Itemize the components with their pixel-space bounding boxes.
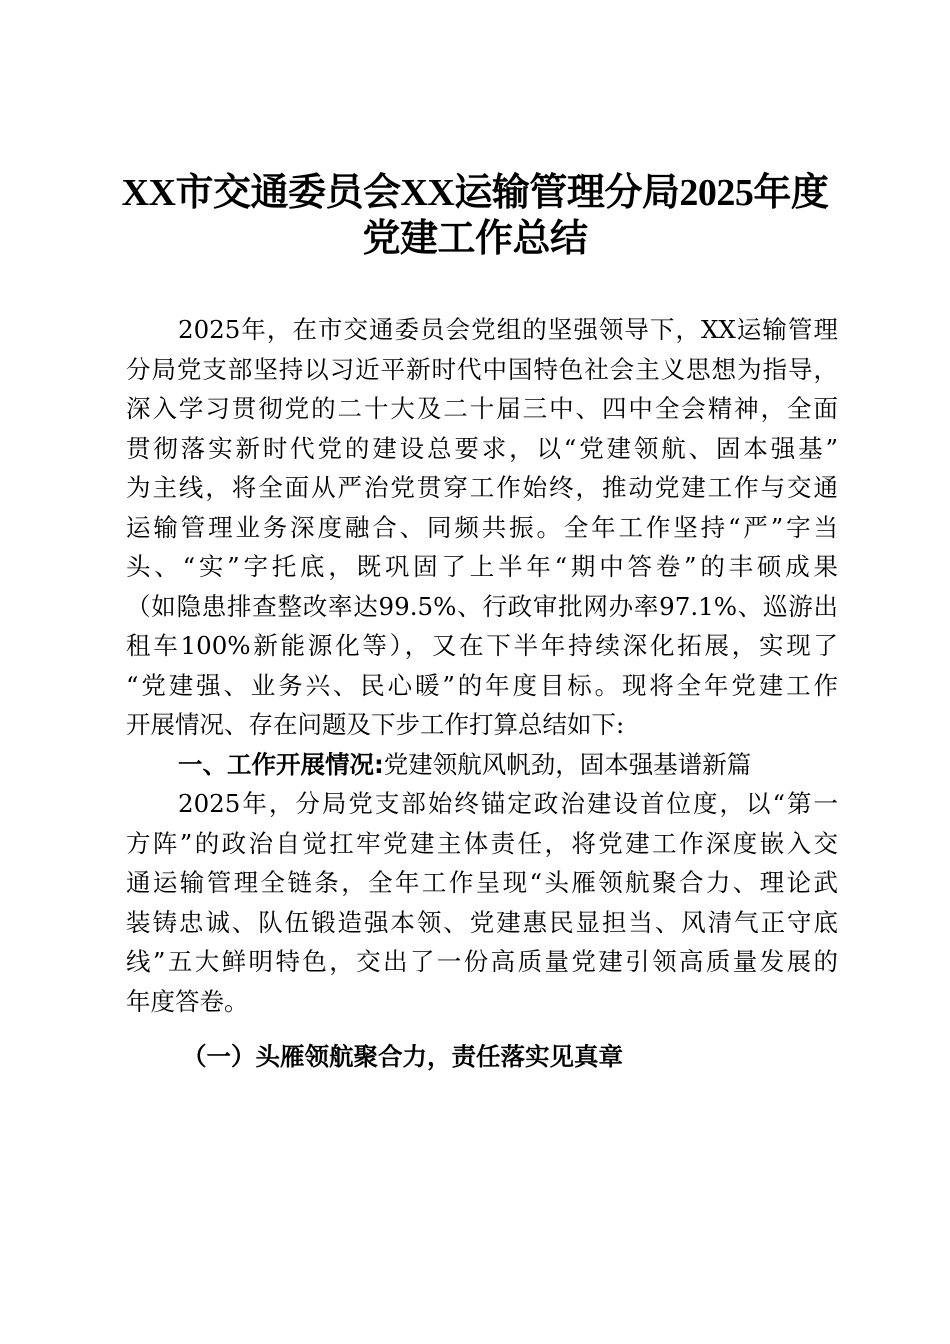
intro-line: 为主线，将全面从严治党贯穿工作始终，推动党建工作与交通 — [126, 473, 838, 502]
subsection-1-heading: （一）头雁领航聚合力，责任落实见真章 — [182, 1042, 623, 1071]
intro-line: 贯彻落实新时代党的建设总要求，以“党建领航、固本强基” — [126, 433, 838, 463]
intro-line: 分局党支部坚持以习近平新时代中国特色社会主义思想为指导， — [126, 354, 838, 384]
section-1-heading — [126, 745, 838, 785]
section-1-line: 装铸忠诚、队伍锻造强本领、党建惠民显担当、风清气正守底 — [126, 907, 838, 937]
document-title-line-2: 党建工作总结 — [362, 218, 588, 260]
intro-line: 头、“实”字托底，既巩固了上半年“期中答卷”的丰硕成果 — [126, 552, 838, 581]
section-1-line: 年度答卷。 — [126, 986, 249, 1016]
intro-line: 运输管理业务深度融合、同频共振。全年工作坚持“严”字当 — [126, 512, 838, 542]
section-1-title: 党建领航风帆劲，固本强基谱新篇 — [383, 749, 752, 779]
intro-line: 2025年，在市交通委员会党组的坚强领导下，XX运输管理 — [178, 315, 838, 344]
intro-line: 租车100%新能源化等），又在下半年持续深化拓展，实现了 — [126, 631, 838, 660]
document-title-line-1: XX市交通委员会XX运输管理分局2025年度 — [121, 172, 829, 214]
section-1-line: 通运输管理全链条，全年工作呈现“头雁领航聚合力、理论武 — [126, 868, 838, 897]
intro-line: “党建强、业务兴、民心暖”的年度目标。现将全年党建工作 — [126, 670, 838, 700]
intro-line: 深入学习贯彻党的二十大及二十届三中、四中全会精神，全面 — [126, 394, 838, 423]
intro-line: 开展情况、存在问题及下步工作打算总结如下: — [126, 710, 625, 739]
section-1-line: 方阵”的政治自觉扛牢党建主体责任，将党建工作深度嵌入交 — [126, 828, 838, 858]
section-1-line: 线”五大鲜明特色，交出了一份高质量党建引领高质量发展的 — [126, 947, 838, 976]
document-body — [126, 310, 838, 1077]
intro-line: （如隐患排查整改率达99.5%、行政审批网办率97.1%、巡游出 — [126, 591, 838, 621]
section-1-line: 2025年，分局党支部始终锚定政治建设首位度，以“第一 — [178, 789, 838, 818]
section-1-label: 一、工作开展情况: — [178, 749, 384, 779]
